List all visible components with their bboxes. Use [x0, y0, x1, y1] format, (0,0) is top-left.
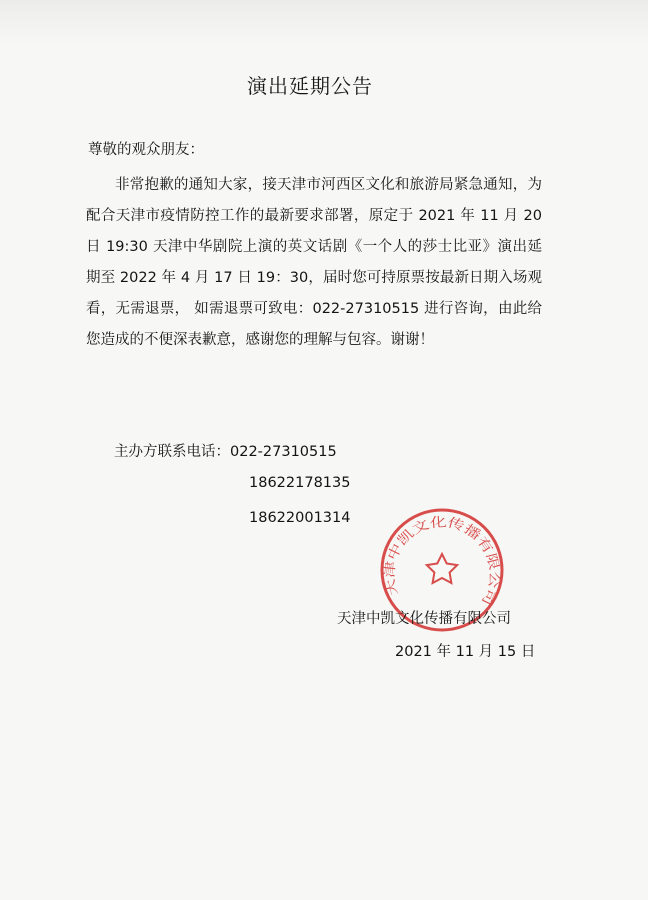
seal-star-icon — [427, 554, 457, 583]
contact-phone-1: 022-27310515 — [230, 444, 337, 460]
page-title: 演出延期公告 — [247, 74, 373, 98]
contact-label: 主办方联系电话： — [114, 444, 230, 460]
seal-arc-text: 天津中凯文化传播有限公司 — [382, 515, 502, 605]
salutation: 尊敬的观众朋友： — [88, 142, 204, 158]
contact-phone-2: 18622178135 — [249, 475, 351, 491]
notice-body: 非常抱歉的通知大家，接天津市河西区文化和旅游局紧急通知，为配合天津市疫情防控工作的最新要求部署，原定于 2021 年 11 月 20 日 19:30 天津中华剧院上演的英文话剧《一个人的莎士比亚》演出延期至 2022 年 4 月 17 日 19：30，届时您可持原票按最新日期入场观看，无需退票， 如需退票可致电：022-27310515 进行咨询，由此给您造成的不便深表歉意，感谢您的理解与包容。谢谢！ — [86, 177, 542, 348]
signature-date: 2021 年 11 月 15 日 — [395, 644, 536, 660]
contact-phone-3: 18622001314 — [249, 510, 351, 526]
scan-edge — [0, 0, 648, 44]
company-signature: 天津中凯文化传播有限公司 — [337, 611, 511, 627]
contact-row-1 — [114, 440, 337, 461]
